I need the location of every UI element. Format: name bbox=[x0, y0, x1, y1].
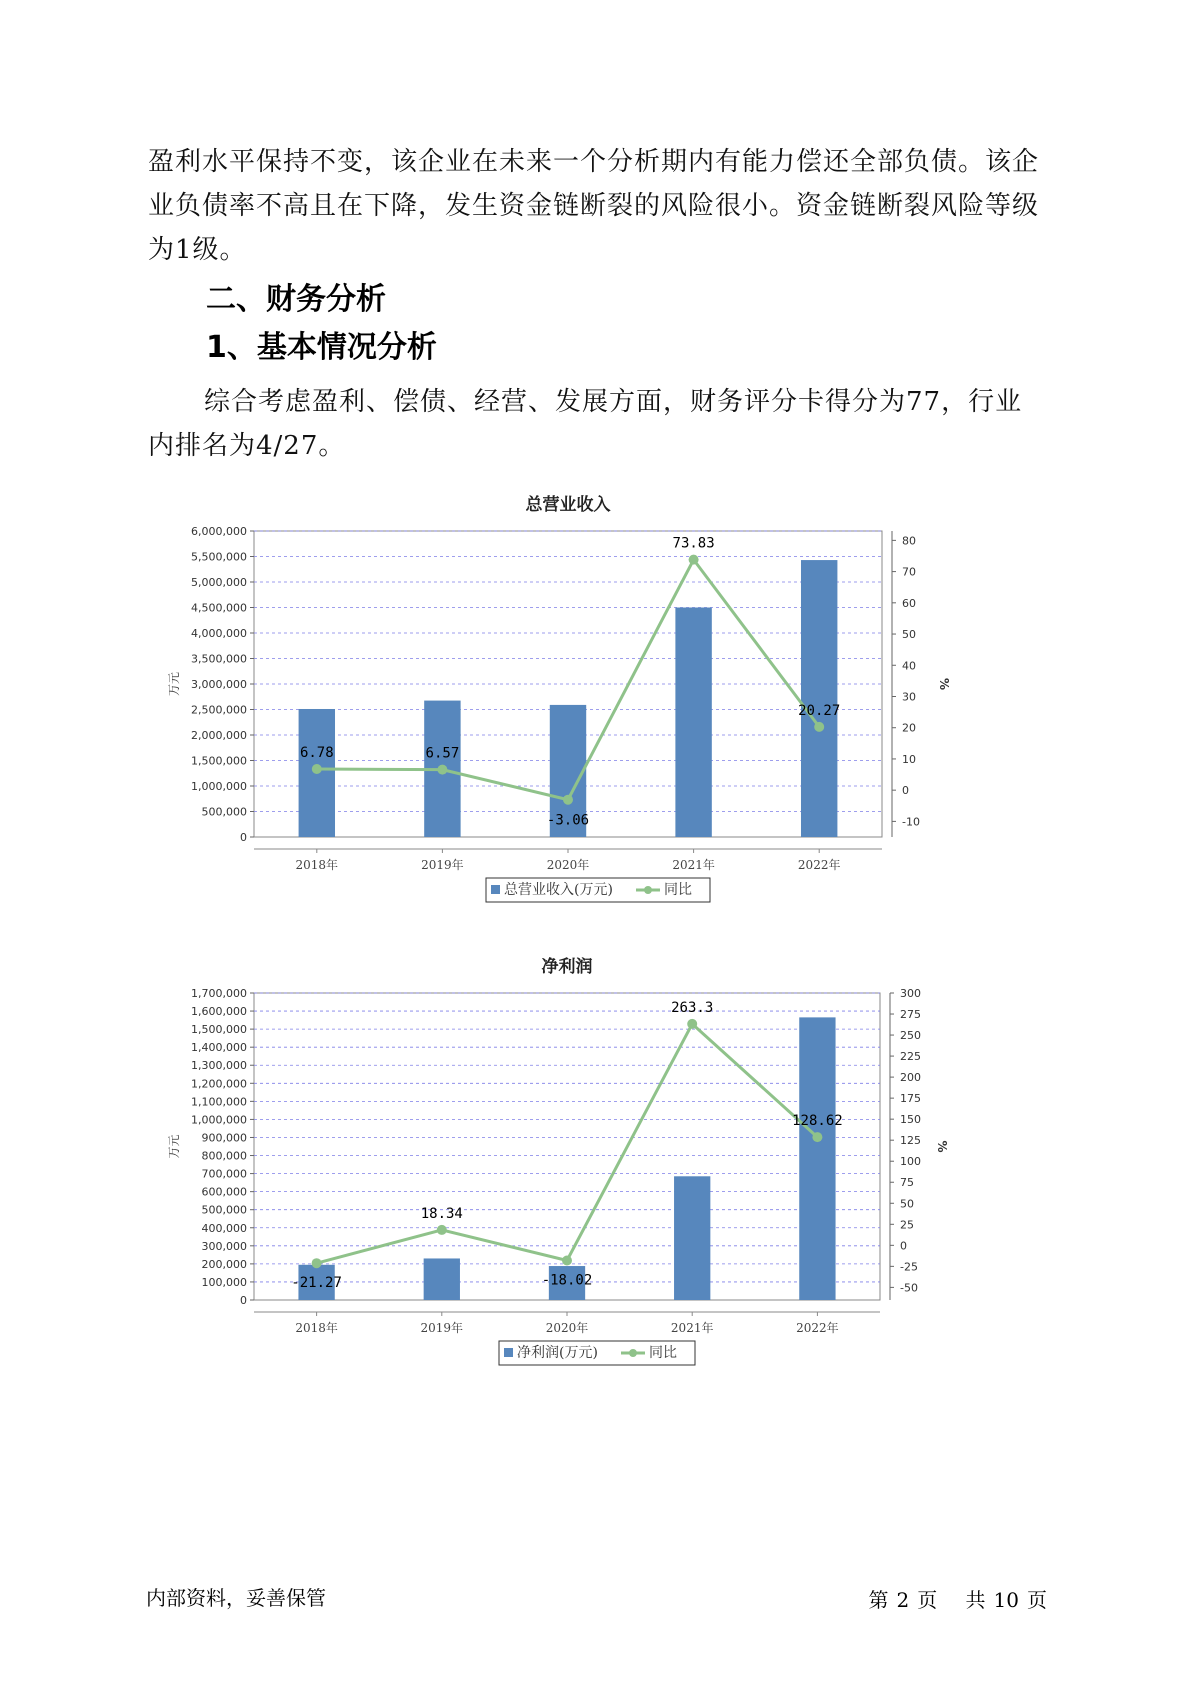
yoy-point bbox=[814, 722, 824, 732]
y-tick-label: 1,400,000 bbox=[191, 1041, 247, 1055]
y2-tick-label: 250 bbox=[900, 1029, 921, 1043]
y-tick-label: 200,000 bbox=[201, 1257, 247, 1271]
net-profit-chart bbox=[167, 950, 1030, 1380]
legend-line-label: 同比 bbox=[649, 1345, 677, 1361]
yoy-point bbox=[812, 1132, 822, 1142]
y-tick-label: 900,000 bbox=[201, 1131, 247, 1145]
y2-tick-label: 25 bbox=[900, 1218, 914, 1232]
bar bbox=[424, 1258, 460, 1300]
y-tick-label: 400,000 bbox=[201, 1221, 247, 1235]
total-unit: 页 bbox=[1027, 1588, 1047, 1612]
yoy-point bbox=[563, 795, 573, 805]
y-tick-label: 800,000 bbox=[201, 1149, 247, 1163]
total-pages: 10 bbox=[993, 1588, 1019, 1612]
y2-tick-label: 50 bbox=[902, 628, 916, 642]
y2-tick-label: 70 bbox=[902, 565, 916, 579]
y2-tick-label: -10 bbox=[902, 815, 920, 829]
y2-tick-label: 30 bbox=[902, 690, 916, 704]
y-tick-label: 3,000,000 bbox=[191, 678, 247, 691]
y-tick-label: 5,000,000 bbox=[191, 576, 247, 589]
y-tick-label: 1,100,000 bbox=[191, 1095, 247, 1109]
y-tick-label: 700,000 bbox=[201, 1167, 247, 1181]
chart-title: 总营业收入 bbox=[525, 495, 611, 515]
x-tick-label: 2018年 bbox=[295, 858, 339, 872]
y-tick-label: 5,500,000 bbox=[191, 550, 247, 564]
yoy-data-label: 6.78 bbox=[299, 744, 334, 761]
bar bbox=[674, 1176, 710, 1300]
legend-bar-label: 净利润(万元) bbox=[517, 1345, 598, 1361]
yoy-data-label: -21.27 bbox=[291, 1275, 342, 1292]
y-tick-label: 100,000 bbox=[201, 1275, 247, 1289]
footer-page-info bbox=[864, 1584, 1051, 1613]
y-tick-label: 6,000,000 bbox=[191, 525, 247, 538]
yoy-data-label: 73.83 bbox=[672, 535, 715, 552]
body-paragraph: 盈利水平保持不变，该企业在未来一个分析期内有能力偿还全部负债。该企业负债率不高且在下降，发生资金链断裂的风险很小。资金链断裂风险等级为1级。 bbox=[148, 147, 1040, 265]
y2-tick-label: 0 bbox=[902, 784, 909, 798]
y-tick-label: 2,500,000 bbox=[191, 703, 247, 717]
y-tick-label: 500,000 bbox=[201, 805, 247, 819]
revenue-chart bbox=[167, 488, 1030, 908]
y2-tick-label: 275 bbox=[900, 1008, 921, 1022]
y-tick-label: 300,000 bbox=[201, 1239, 247, 1253]
y2-tick-label: -50 bbox=[900, 1281, 918, 1295]
y-tick-label: 1,200,000 bbox=[191, 1077, 247, 1091]
y-tick-label: 500,000 bbox=[201, 1203, 247, 1217]
y-tick-label: 3,500,000 bbox=[191, 652, 247, 666]
y-tick-label: 0 bbox=[240, 831, 247, 844]
y2-tick-label: 10 bbox=[902, 752, 916, 766]
y2-tick-label: 50 bbox=[900, 1197, 914, 1211]
y2-axis-title: % bbox=[937, 677, 951, 691]
y-axis-title: 万元 bbox=[167, 671, 181, 697]
y-tick-label: 0 bbox=[240, 1294, 247, 1307]
yoy-point bbox=[689, 555, 699, 565]
y2-tick-label: 80 bbox=[902, 534, 916, 548]
subsection-heading: 1、基本情况分析 bbox=[206, 330, 437, 365]
x-tick-label: 2022年 bbox=[796, 1321, 839, 1335]
y-tick-label: 1,300,000 bbox=[191, 1059, 247, 1073]
y2-axis-title: % bbox=[935, 1140, 949, 1153]
yoy-data-label: 263.3 bbox=[671, 999, 714, 1016]
yoy-data-label: 6.57 bbox=[425, 745, 460, 762]
revenue-chart-svg bbox=[167, 488, 1030, 908]
y-tick-label: 1,500,000 bbox=[191, 1023, 247, 1037]
y2-tick-label: 40 bbox=[902, 659, 916, 673]
x-tick-label: 2021年 bbox=[672, 858, 715, 872]
legend-bar-swatch bbox=[504, 1348, 513, 1357]
total-prefix: 共 bbox=[965, 1588, 986, 1612]
y2-tick-label: 75 bbox=[900, 1176, 914, 1190]
y2-tick-label: -25 bbox=[900, 1260, 918, 1274]
y2-tick-label: 20 bbox=[902, 721, 916, 735]
y-tick-label: 1,000,000 bbox=[191, 780, 247, 793]
page-unit: 页 bbox=[917, 1588, 938, 1612]
bar bbox=[801, 560, 837, 837]
legend-line-marker bbox=[629, 1349, 637, 1357]
yoy-point bbox=[312, 764, 322, 774]
y-tick-label: 1,700,000 bbox=[191, 987, 247, 1000]
yoy-data-label: -18.02 bbox=[541, 1272, 593, 1289]
bar bbox=[675, 608, 711, 838]
yoy-data-label: 18.34 bbox=[420, 1205, 463, 1222]
yoy-data-label: 128.62 bbox=[792, 1113, 843, 1130]
y2-tick-label: 175 bbox=[900, 1092, 921, 1106]
chart-title: 净利润 bbox=[541, 957, 593, 977]
y-tick-label: 2,000,000 bbox=[191, 729, 247, 742]
yoy-point bbox=[437, 765, 447, 775]
y-tick-label: 4,500,000 bbox=[191, 601, 247, 615]
x-tick-label: 2020年 bbox=[546, 858, 590, 872]
y2-tick-label: 60 bbox=[902, 596, 916, 610]
legend-bar-swatch bbox=[491, 885, 500, 894]
yoy-point bbox=[312, 1258, 322, 1268]
bar bbox=[799, 1017, 835, 1300]
y2-tick-label: 225 bbox=[900, 1050, 921, 1064]
summary-paragraph: 综合考虑盈利、偿债、经营、发展方面，财务评分卡得分为77，行业内排名为4/27。 bbox=[148, 387, 1023, 461]
yoy-point bbox=[437, 1225, 447, 1235]
x-tick-label: 2019年 bbox=[420, 1321, 464, 1335]
y-tick-label: 1,600,000 bbox=[191, 1005, 247, 1019]
y2-tick-label: 0 bbox=[900, 1239, 907, 1253]
footer-confidential: 内部资料，妥善保管 bbox=[146, 1586, 326, 1610]
y-tick-label: 4,000,000 bbox=[191, 627, 247, 640]
page-number: 2 bbox=[896, 1588, 910, 1612]
page-prefix: 第 bbox=[868, 1588, 889, 1612]
yoy-data-label: 20.27 bbox=[798, 702, 841, 719]
x-tick-label: 2020年 bbox=[545, 1321, 589, 1335]
legend-line-marker bbox=[644, 886, 652, 894]
legend-line-label: 同比 bbox=[664, 882, 692, 898]
yoy-point bbox=[562, 1255, 572, 1265]
y2-tick-label: 100 bbox=[900, 1155, 921, 1169]
legend-bar-label: 总营业收入(万元) bbox=[504, 882, 613, 898]
y2-tick-label: 125 bbox=[900, 1134, 921, 1148]
y2-tick-label: 200 bbox=[900, 1071, 921, 1085]
yoy-point bbox=[687, 1019, 697, 1029]
y-tick-label: 600,000 bbox=[201, 1185, 247, 1199]
net-profit-chart-svg bbox=[167, 950, 1030, 1380]
y-tick-label: 1,500,000 bbox=[191, 754, 247, 768]
section-heading: 二、财务分析 bbox=[206, 282, 386, 317]
y2-tick-label: 150 bbox=[900, 1113, 921, 1127]
x-tick-label: 2021年 bbox=[670, 1321, 714, 1335]
x-tick-label: 2019年 bbox=[421, 858, 464, 872]
yoy-data-label: -3.06 bbox=[546, 812, 590, 829]
y-axis-title: 万元 bbox=[167, 1134, 181, 1159]
x-tick-label: 2018年 bbox=[295, 1321, 338, 1335]
y-tick-label: 1,000,000 bbox=[191, 1113, 247, 1127]
y2-tick-label: 300 bbox=[900, 987, 921, 1000]
x-tick-label: 2022年 bbox=[797, 858, 841, 872]
